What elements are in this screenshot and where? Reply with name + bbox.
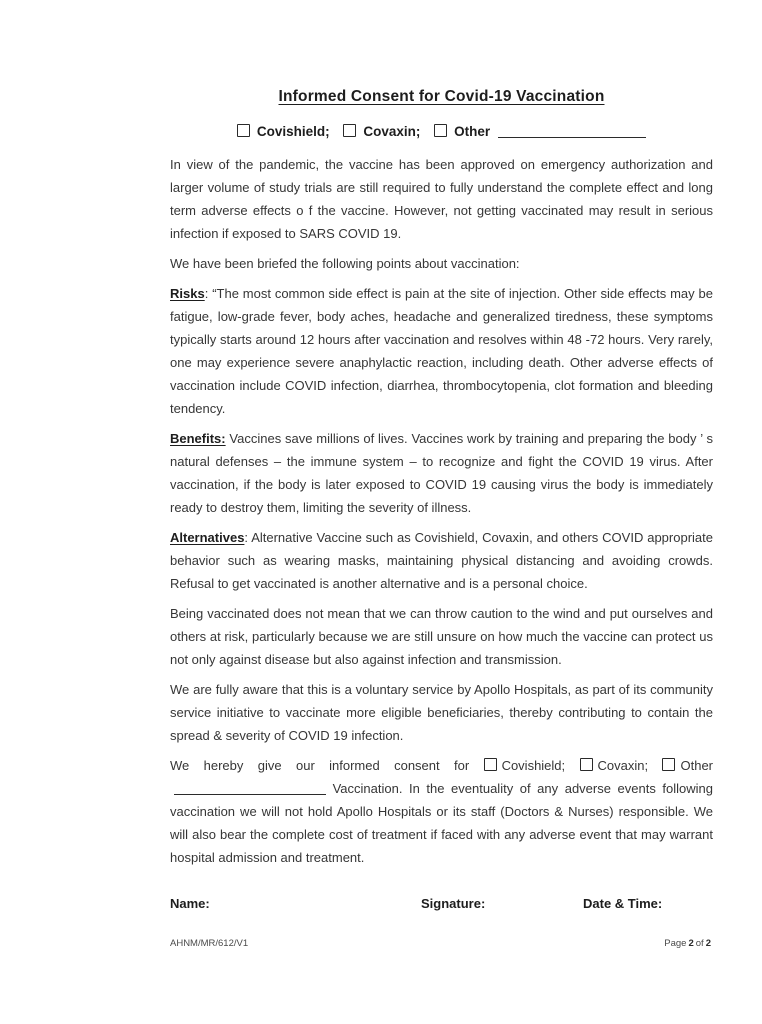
alternatives-heading: Alternatives bbox=[170, 530, 245, 545]
of-label: of bbox=[695, 938, 704, 949]
other-vaccine-blank-field[interactable] bbox=[498, 124, 646, 138]
covishield-label: Covishield; bbox=[256, 124, 330, 139]
consent-declaration-paragraph bbox=[170, 754, 713, 869]
risks-colon: : bbox=[204, 286, 213, 301]
caution-paragraph: Being vaccinated does not mean that we can throw caution to the wind and put ourselves and others at risk, particularly because we are still unsure on how much the vaccine can protect us not only against disease but also against infection and transmission. bbox=[170, 606, 713, 667]
covaxin-checkbox[interactable] bbox=[343, 124, 356, 137]
consent-covaxin-label: Covaxin; bbox=[597, 758, 663, 773]
alternatives-colon: : bbox=[244, 530, 252, 545]
consent-other-checkbox[interactable] bbox=[662, 758, 675, 771]
document-footer bbox=[170, 938, 713, 949]
consent-covaxin-checkbox[interactable] bbox=[580, 758, 593, 771]
vaccine-options-line bbox=[170, 124, 713, 139]
intro-paragraph: In view of the pandemic, the vaccine has been approved on emergency authorization and larger volume of study trials are still required to fully understand the complete effect and long term adverse effects o f the vaccine. However, not getting vaccinated may result in serious infection if exposed to SARS COVID 19. bbox=[170, 157, 713, 241]
voluntary-paragraph: We are fully aware that this is a voluntary service by Apollo Hospitals, as part of its community service initiative to vaccinate more eligible beneficiaries, thereby contributing to contain the spread & severity of COVID 19 infection. bbox=[170, 682, 713, 743]
page-indicator bbox=[664, 938, 713, 949]
risks-heading: Risks bbox=[170, 286, 205, 301]
form-code: AHNM/MR/612/V1 bbox=[170, 938, 249, 949]
total-pages: 2 bbox=[705, 938, 711, 949]
briefed-paragraph: We have been briefed the following points about vaccination: bbox=[170, 256, 520, 271]
datetime-field-label[interactable]: Date & Time: bbox=[583, 896, 663, 911]
name-field-label[interactable]: Name: bbox=[170, 896, 210, 911]
document-body bbox=[170, 153, 713, 869]
benefits-text: Vaccines save millions of lives. Vaccines work by training and preparing the body ’ s natural defenses – the immune system – to recognize and fight the COVID 19 virus. After vaccination, if the body is later exposed to COVID 19 causing virus the body is immediately ready to destroy them, limiting the severity of illness. bbox=[170, 431, 713, 515]
benefits-paragraph bbox=[170, 427, 713, 519]
other-label: Other bbox=[454, 124, 491, 139]
consent-rest-text: Vaccination. In the eventuality of any adverse events following vaccination we will not hold Apollo Hospitals or its staff (Doctors & Nurses) responsible. We will also bear the complete cost of treatment if faced with any adverse event that may warrant hospital admission and treatment. bbox=[170, 781, 713, 865]
alternatives-text: Alternative Vaccine such as Covishield, Covaxin, and others COVID appropriate behavior such as wearing masks, maintaining physical distancing and avoiding crowds. Refusal to get vaccinated is another alternative and is a personal choice. bbox=[170, 530, 713, 591]
other-vaccine-checkbox[interactable] bbox=[434, 124, 447, 137]
consent-intro-text: We hereby give our informed consent for bbox=[170, 758, 484, 773]
covishield-checkbox[interactable] bbox=[237, 124, 250, 137]
consent-covishield-checkbox[interactable] bbox=[484, 758, 497, 771]
consent-other-label: Other bbox=[680, 758, 713, 773]
page-number: 2 bbox=[688, 938, 694, 949]
risks-text: “The most common side effect is pain at the site of injection. Other side effects may be fatigue, low-grade fever, body aches, headache and generalized tiredness, these symptoms typically starts around 12 hours after vaccination and resolves within 48 -72 hours. Very rarely, one may experience severe anaphylactic reaction, including death. Other adverse effects of vaccination include COVID infection, diarrhea, thrombocytopenia, clot formation and bleeding tendency. bbox=[170, 286, 713, 416]
risks-paragraph bbox=[170, 282, 713, 420]
consent-other-blank-field[interactable] bbox=[174, 781, 326, 795]
consent-covishield-label: Covishield; bbox=[501, 758, 580, 773]
alternatives-paragraph bbox=[170, 526, 713, 595]
signature-row bbox=[170, 896, 713, 911]
page-label: Page bbox=[664, 938, 687, 949]
signature-field-label[interactable]: Signature: bbox=[421, 896, 486, 911]
document-title: Informed Consent for Covid-19 Vaccination bbox=[278, 88, 605, 105]
benefits-heading: Benefits: bbox=[170, 431, 226, 446]
covaxin-label: Covaxin; bbox=[363, 124, 421, 139]
